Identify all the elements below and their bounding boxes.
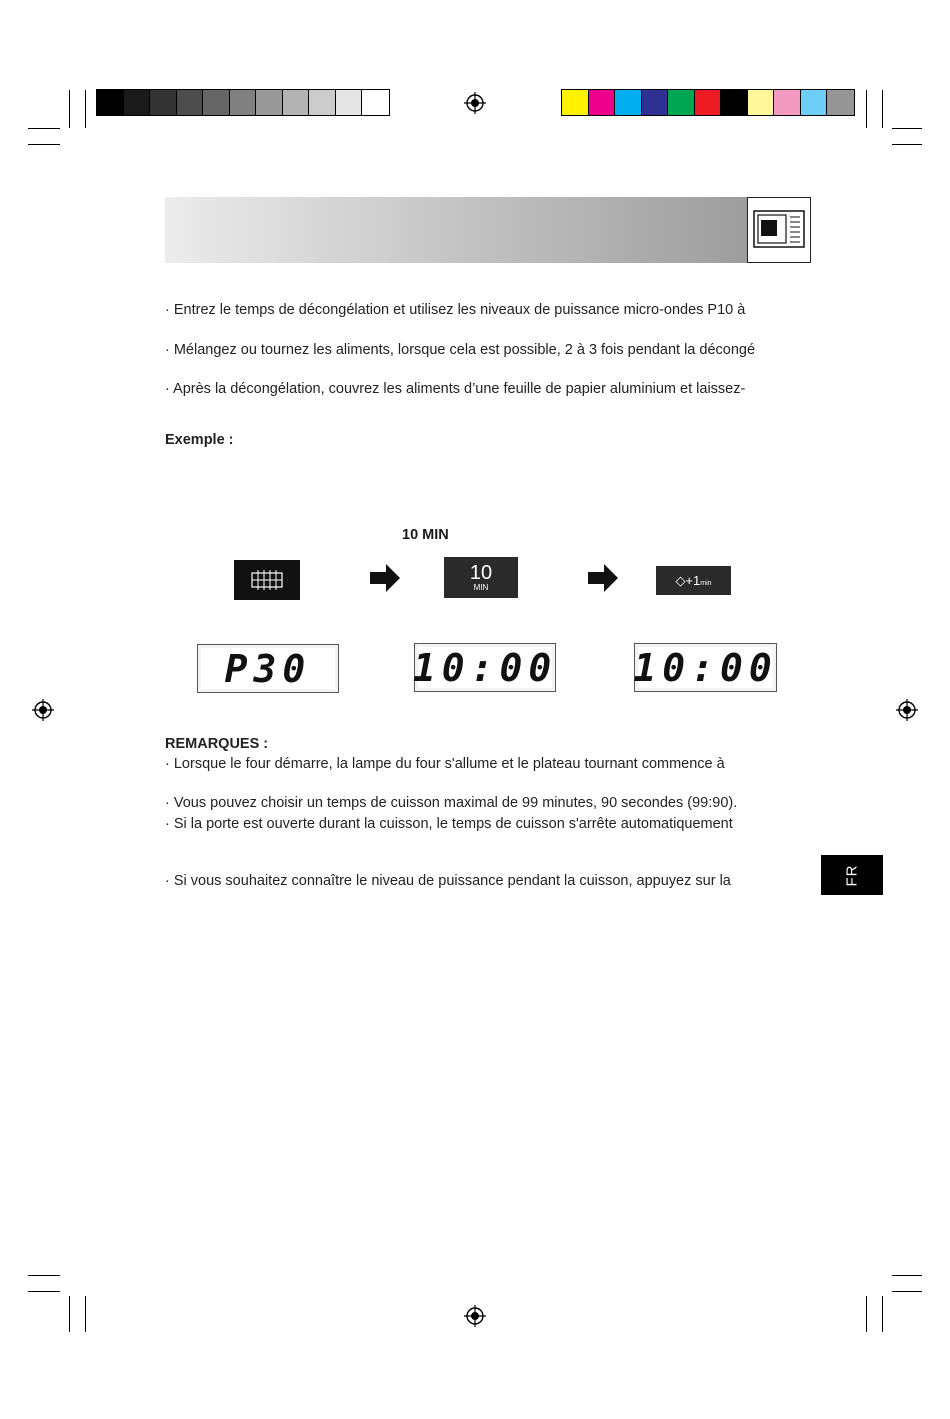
crop-mark <box>866 90 867 128</box>
color-swatch <box>642 90 669 115</box>
language-tab <box>821 855 883 895</box>
color-swatch <box>97 90 124 115</box>
arrow-right-icon <box>370 564 400 592</box>
ten-minute-value: 10 <box>469 561 493 584</box>
color-swatch <box>309 90 336 115</box>
display-power-level: P30 <box>197 644 339 693</box>
color-swatch <box>721 90 748 115</box>
bullet-stir-food: · Mélangez ou tournez les aliments, lorsque cela est possible, 2 à 3 fois pendant la décongé <box>165 342 756 358</box>
color-swatch <box>615 90 642 115</box>
color-swatch <box>801 90 828 115</box>
arrow-right-icon <box>588 564 618 592</box>
crop-mark <box>85 90 86 128</box>
crop-mark <box>28 144 60 145</box>
bullet-cover-food: · Après la décongélation, couvrez les aliments d’une feuille de papier aluminium et laissez- <box>165 381 746 397</box>
microwave-icon <box>747 197 811 263</box>
crop-mark <box>28 1291 60 1292</box>
display-time-running: 10:00 <box>634 643 777 692</box>
color-swatch <box>177 90 204 115</box>
color-swatch <box>150 90 177 115</box>
color-swatch <box>256 90 283 115</box>
example-heading: Exemple : <box>165 432 234 448</box>
defrost-icon <box>250 569 284 591</box>
registration-mark-icon <box>896 699 918 721</box>
color-swatch <box>230 90 257 115</box>
registration-mark-icon <box>464 1305 486 1327</box>
crop-mark <box>28 128 60 129</box>
color-swatch <box>774 90 801 115</box>
color-swatch <box>748 90 775 115</box>
crop-mark <box>892 144 922 145</box>
crop-mark <box>882 90 883 128</box>
crop-mark <box>866 1296 867 1332</box>
language-tab-label: FR <box>843 864 861 886</box>
color-swatch <box>827 90 854 115</box>
grayscale-color-bar <box>96 89 390 116</box>
start-label: ◇+1 <box>675 572 701 588</box>
color-swatch <box>124 90 151 115</box>
note-oven-lamp: · Lorsque le four démarre, la lampe du four s'allume et le plateau tournant commence à <box>165 756 725 772</box>
defrost-button[interactable] <box>234 560 300 600</box>
color-swatch <box>203 90 230 115</box>
start-unit: min <box>700 579 712 587</box>
color-swatch <box>562 90 589 115</box>
color-swatch <box>589 90 616 115</box>
crop-mark <box>85 1296 86 1332</box>
crop-mark <box>69 1296 70 1332</box>
note-max-time: · Vous pouvez choisir un temps de cuisson maximal de 99 minutes, 90 secondes (99:90). <box>165 795 738 811</box>
crop-mark <box>892 1291 922 1292</box>
registration-mark-icon <box>32 699 54 721</box>
crop-mark <box>892 1275 922 1276</box>
crop-mark <box>69 90 70 128</box>
ten-minute-unit: MIN <box>473 582 489 592</box>
start-plus-one-min-button[interactable] <box>656 566 731 595</box>
display-time-set: 10:00 <box>414 643 556 692</box>
section-header-banner <box>165 197 748 263</box>
crop-mark <box>28 1275 60 1276</box>
notes-heading: REMARQUES : <box>165 736 269 752</box>
color-swatch <box>336 90 363 115</box>
color-swatch <box>695 90 722 115</box>
color-swatch <box>283 90 310 115</box>
bullet-defrost-time: · Entrez le temps de décongélation et utilisez les niveaux de puissance micro-ondes P10 à <box>165 302 746 318</box>
note-power-level: · Si vous souhaitez connaître le niveau de puissance pendant la cuisson, appuyez sur la <box>165 873 731 889</box>
step-label: 10 MIN <box>402 527 449 543</box>
cmyk-color-bar <box>561 89 855 116</box>
color-swatch <box>362 90 389 115</box>
crop-mark <box>882 1296 883 1332</box>
crop-mark <box>892 128 922 129</box>
ten-minute-button[interactable] <box>444 557 518 598</box>
color-swatch <box>668 90 695 115</box>
note-door-open: · Si la porte est ouverte durant la cuisson, le temps de cuisson s'arrête automatiquement <box>165 816 733 832</box>
registration-mark-icon <box>464 92 486 114</box>
